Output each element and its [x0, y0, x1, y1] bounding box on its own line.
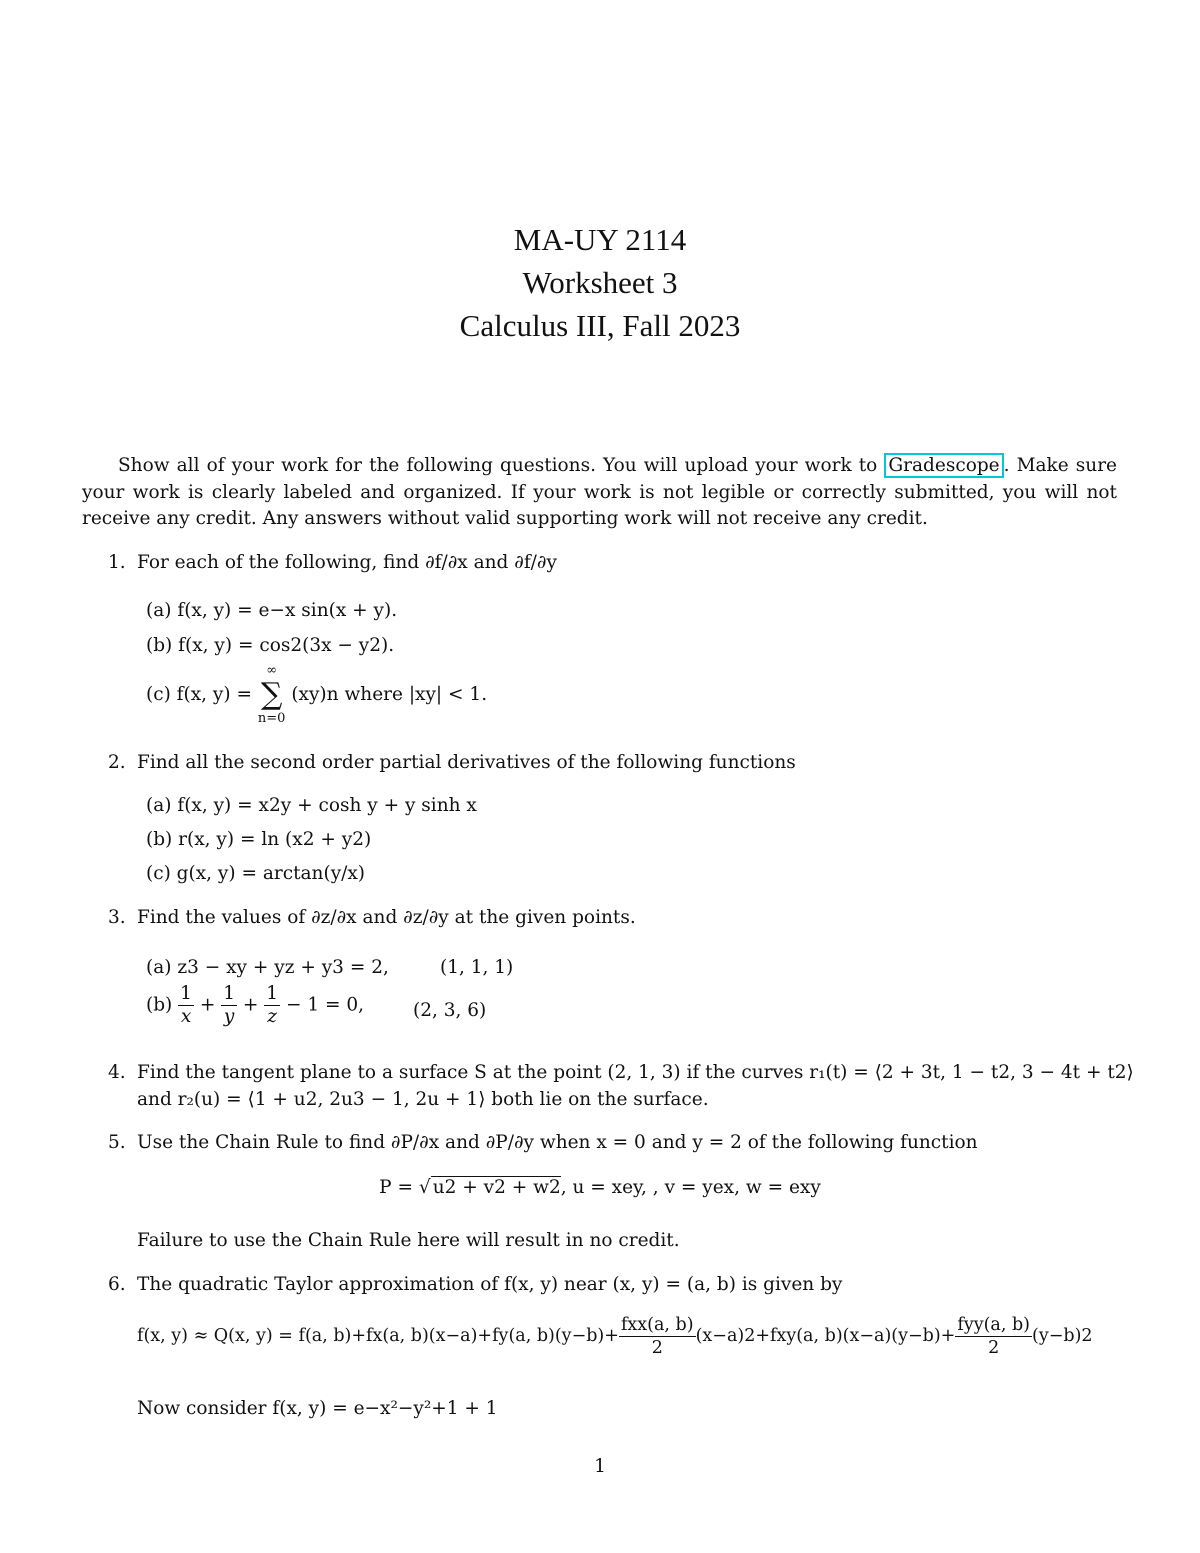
part-b-rest: − 1 = 0,: [285, 994, 365, 1016]
problem-text: Find the values of ∂z/∂x and ∂z/∂y at the given points.: [137, 907, 636, 928]
part-b-point: (2, 3, 6): [413, 1000, 487, 1021]
sum-upper-limit: ∞: [266, 663, 278, 678]
gradescope-link[interactable]: Gradescope: [884, 453, 1003, 478]
taylor-equation: [137, 1314, 1093, 1359]
page-number: 1: [594, 1456, 606, 1477]
chain-rule-equation: P = √ u2 + v2 + w2, u = xey, , v = yex, w = exy: [379, 1177, 821, 1198]
part-c: [146, 662, 487, 728]
problem-2: [0, 750, 1200, 890]
problem-text-line-2: and r₂(u) = ⟨1 + u2, 2u3 − 1, 2u + 1⟩ both lie on the surface.: [137, 1089, 709, 1110]
part-a: (a) f(x, y) = e−x sin(x + y).: [146, 600, 398, 621]
fraction-one-over-x: $\frac{1}{x}$: [180, 983, 192, 1027]
fraction-one-over-y: $\frac{1}{y}$: [223, 983, 235, 1027]
fraction-one-over-z: $\frac{1}{z}$: [266, 983, 279, 1027]
part-b: (b) f(x, y) = cos2(3x − y2).: [146, 635, 395, 656]
problem-text: Find all the second order partial derivatives of the following functions: [137, 752, 796, 773]
problem-4: [0, 1060, 1200, 1120]
part-b: (b) r(x, y) = ln (x2 + y2): [146, 829, 372, 850]
problem-number: 2.: [108, 752, 126, 773]
part-a: (a) z3 − xy + yz + y3 = 2,: [146, 957, 389, 978]
problem-6: [0, 1272, 1200, 1302]
sum-lower-limit: n=0: [257, 711, 286, 726]
summation-symbol: ∞ ∑ n=0: [257, 663, 286, 726]
problem-text: For each of the following, find ∂f/∂x and ∂f/∂y: [137, 552, 557, 573]
problem-text: The quadratic Taylor approximation of f(x, y) near (x, y) = (a, b) is given by: [137, 1274, 843, 1295]
part-c: (c) g(x, y) = arctan(y/x): [146, 863, 366, 884]
taylor-start: f(x, y) ≈ Q(x, y) = f(a, b)+fx(a, b)(x−a)+fy(a, b)(y−b)+: [137, 1326, 619, 1346]
eq-sqrt: u2 + v2 + w2: [432, 1177, 561, 1198]
part-b: (b) $\frac{1}{x}$ + $\frac{1}{y}$ + $\frac{1}{z}$ − 1 = 0,: [146, 983, 365, 1027]
intro-text-after: . Make sure your work is clearly labeled and organized. If your work is not legible or correctly submitted, you will not receive any credit. Any answers without valid supporting work will not receive any credit.: [82, 455, 1117, 529]
part-c-rest: (xy)n where |xy| < 1.: [291, 684, 488, 705]
taylor-fraction-xx: $\frac{\text{fxx(a, b)}}{2}$: [620, 1315, 694, 1358]
document-header: [0, 218, 1200, 347]
chain-rule-note: Failure to use the Chain Rule here will result in no credit.: [137, 1230, 680, 1251]
course-term: Calculus III, Fall 2023: [459, 308, 741, 343]
worksheet-title: Worksheet 3: [522, 265, 678, 300]
part-a: (a) f(x, y) = x2y + cosh y + y sinh x: [146, 795, 477, 816]
problem-number: 4.: [108, 1062, 126, 1083]
eq-left: P =: [379, 1177, 419, 1198]
problem-text: Use the Chain Rule to find ∂P/∂x and ∂P/∂y when x = 0 and y = 2 of the following function: [137, 1132, 978, 1153]
instructions-paragraph: [82, 453, 1117, 533]
taylor-fraction-yy: $\frac{\text{fyy(a, b)}}{2}$: [957, 1315, 1031, 1358]
eq-right: , u = xey, , v = yex, w = exy: [560, 1177, 821, 1198]
part-b-label: (b): [146, 994, 173, 1016]
problem-number: 5.: [108, 1132, 126, 1153]
problem-text-line-1: Find the tangent plane to a surface S at the point (2, 1, 3) if the curves r₁(t) = ⟨2 + 3t, 1 − t2, 3 − 4t + t2⟩: [137, 1062, 1134, 1083]
problem-5: [0, 1130, 1200, 1160]
part-a-point: (1, 1, 1): [440, 957, 514, 978]
problem-number: 1.: [108, 552, 126, 573]
problem-1: [0, 550, 1200, 750]
intro-text-before: Show all of your work for the following questions. You will upload your work to: [118, 455, 885, 476]
taylor-end: (y−b)2: [1032, 1326, 1093, 1346]
part-c-label: (c) f(x, y) =: [146, 684, 252, 705]
problem-number: 3.: [108, 907, 126, 928]
taylor-middle: (x−a)2+fxy(a, b)(x−a)(y−b)+: [695, 1326, 956, 1346]
course-code: MA-UY 2114: [513, 222, 687, 257]
problem-3: [0, 905, 1200, 1045]
taylor-consider: Now consider f(x, y) = e−x²−y²+1 + 1: [137, 1398, 498, 1419]
problem-number: 6.: [108, 1274, 126, 1295]
